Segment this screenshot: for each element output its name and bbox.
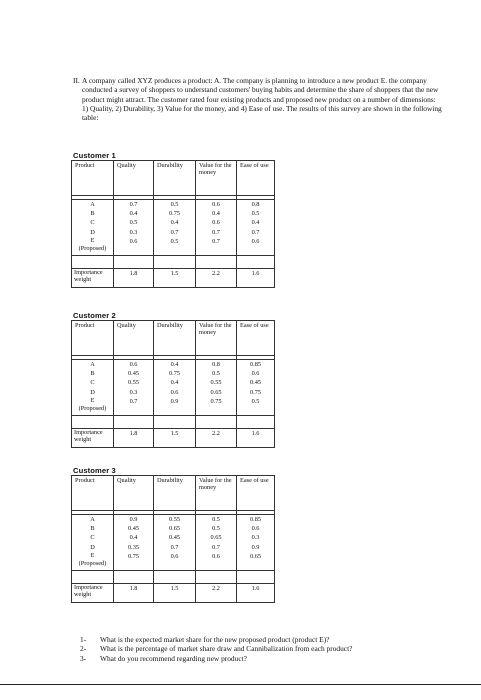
customer-2-table <box>71 320 275 448</box>
importance-weight-label: Importance weight <box>72 268 114 287</box>
header-ease: Ease of use <box>237 321 275 356</box>
header-quality: Quality <box>114 161 154 196</box>
weight-durability: 1.5 <box>154 268 196 287</box>
header-ease: Ease of use <box>237 161 275 196</box>
question-item: 2- What is the percentage of market share draw and Cannibalization from each product? <box>80 644 353 654</box>
header-product: Product <box>72 321 114 356</box>
weight-quality: 1.8 <box>114 268 154 287</box>
value-column: 0.6 0.4 0.6 0.7 0.7 <box>196 200 237 256</box>
question-item: 1- What is the expected market share for the new proposed product (product E)? <box>80 635 330 644</box>
dimensions-paragraph: 1) Quality, 2) Durability, 3) Value for the money, and 4) Ease of use. The results of this survey are shown in the following table: <box>82 103 442 123</box>
question-item: 3- What do you recommend regarding new product? <box>80 653 247 663</box>
ease-column: 0.85 0.6 0.3 0.9 0.65 <box>237 515 275 571</box>
weight-quality: 1.8 <box>114 428 154 447</box>
quality-column: 0.9 0.45 0.4 0.35 0.75 <box>114 515 154 571</box>
header-durability: Durability <box>154 321 196 356</box>
header-quality: Quality <box>114 476 154 511</box>
header-product: Product <box>72 476 114 511</box>
header-quality: Quality <box>114 321 154 356</box>
customer-3-table <box>71 475 275 603</box>
weight-ease: 1.6 <box>237 583 275 602</box>
weight-quality: 1.8 <box>114 583 154 602</box>
ease-column: 0.8 0.5 0.4 0.7 0.6 <box>237 200 275 256</box>
weight-ease: 1.6 <box>237 268 275 287</box>
page-bottom-divider <box>0 684 481 685</box>
customer-3-title: Customer 3 <box>73 466 116 475</box>
importance-weight-label: Importance weight <box>72 428 114 447</box>
weight-value: 2.2 <box>196 428 237 447</box>
header-value: Value for the money <box>196 321 237 356</box>
section-number: II. <box>73 76 80 85</box>
intro-section <box>73 76 445 122</box>
header-durability: Durability <box>154 476 196 511</box>
weight-value: 2.2 <box>196 583 237 602</box>
customer-2-title: Customer 2 <box>73 311 116 320</box>
durability-column: 0.5 0.75 0.4 0.7 0.5 <box>154 200 196 256</box>
customer-1-table <box>71 160 275 288</box>
weight-value: 2.2 <box>196 268 237 287</box>
importance-weight-label: Importance weight <box>72 583 114 602</box>
ease-column: 0.85 0.6 0.45 0.75 0.5 <box>237 360 275 416</box>
product-column: A B C D E (Proposed) <box>72 515 114 571</box>
header-product: Product <box>72 161 114 196</box>
questions-list <box>80 635 352 663</box>
quality-column: 0.7 0.4 0.5 0.3 0.6 <box>114 200 154 256</box>
header-ease: Ease of use <box>237 476 275 511</box>
weight-durability: 1.5 <box>154 583 196 602</box>
customer-1-title: Customer 1 <box>73 151 116 160</box>
weight-durability: 1.5 <box>154 428 196 447</box>
weight-ease: 1.6 <box>237 428 275 447</box>
quality-column: 0.6 0.45 0.55 0.3 0.7 <box>114 360 154 416</box>
product-column: A B C D E (Proposed) <box>72 200 114 256</box>
header-value: Value for the money <box>196 161 237 196</box>
durability-column: 0.55 0.65 0.45 0.7 0.6 <box>154 515 196 571</box>
header-value: Value for the money <box>196 476 237 511</box>
product-column: A B C D E (Proposed) <box>72 360 114 416</box>
durability-column: 0.4 0.75 0.4 0.6 0.9 <box>154 360 196 416</box>
value-column: 0.5 0.5 0.65 0.7 0.6 <box>196 515 237 571</box>
value-column: 0.8 0.5 0.55 0.65 0.75 <box>196 360 237 416</box>
header-durability: Durability <box>154 161 196 196</box>
intro-paragraph: A company called XYZ produces a product: A. The company is planning to introduce a new product E. the company conducted a survey of shoppers to understand customers' buying habits and determine the share of shoppers that the new product might attract. The customer rated four existing products and proposed new product on a number of dimensions: <box>82 76 439 104</box>
